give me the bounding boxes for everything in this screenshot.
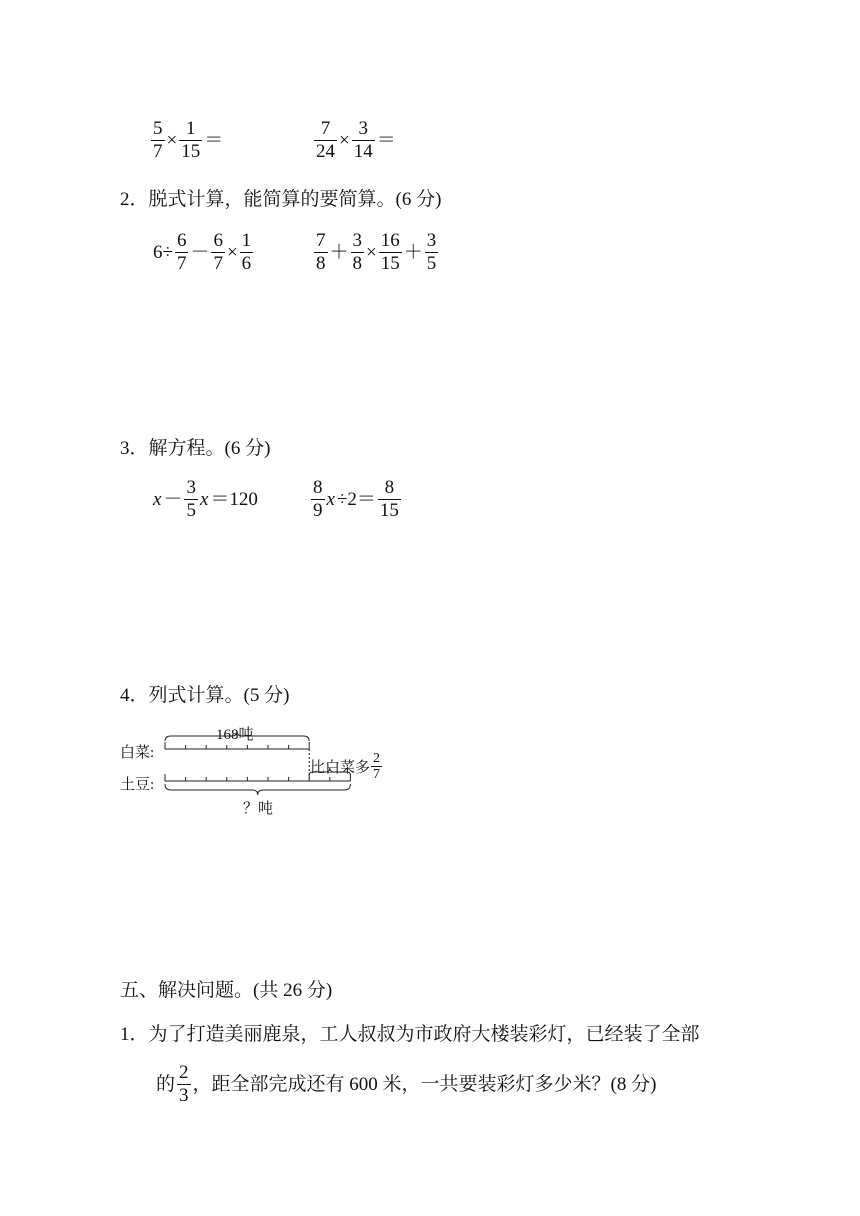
fraction: $\frac{1}{6}$ [241,230,252,274]
question-2-title: 2．脱式计算，能简算的要简算。(6 分) [120,189,442,210]
fraction: $\frac{6}{7}$ [176,230,187,274]
question-3-equation-1: x － $\frac{3}{5}$ x ＝120 [153,477,258,521]
question-3-equation-2: $\frac{8}{9}$ x ÷2＝ $\frac{8}{15}$ [313,477,399,521]
question-3-title: 3．解方程。(6 分) [120,438,271,459]
fraction: $\frac{6}{7}$ [213,230,223,274]
question-2-expression-1: 6÷ $\frac{6}{7}$ － $\frac{6}{7}$ × $\frac{1}{6}$ [153,230,252,274]
fraction: $\frac{3}{14}$ [353,118,373,162]
cabbage-label: 白菜: [120,745,155,761]
equals-sign: ＝ [376,130,396,151]
top-brace-label: 168吨 [216,727,254,743]
times-sign: × [166,130,178,151]
bottom-brace [165,784,350,795]
fraction: $\frac{3}{5}$ [426,230,437,274]
fraction: $\frac{8}{9}$ [313,477,323,521]
top-brace [165,731,309,741]
section-5-title: 五、解决问题。(共 26 分) [120,980,333,1001]
question-4-title: 4．列式计算。(5 分) [120,685,290,706]
fraction: $\frac{5}{7}$ [153,118,163,162]
extra-brace [309,768,350,775]
fraction: $\frac{2}{7}$ [373,751,381,782]
section-5-question-1-line-1: 1．为了打造美丽鹿泉，工人叔叔为市政府大楼装彩灯，已经装了全部 [120,1024,700,1045]
fraction: $\frac{2}{3}$ [179,1062,189,1106]
potato-label: 土豆: [120,777,155,793]
question-2-expression-2: $\frac{7}{8}$ ＋ $\frac{3}{8}$ × $\frac{16}{15}$ ＋ $\frac{3}{5}$ [316,230,437,274]
bottom-brace-label: ？吨 [243,801,274,817]
fraction: $\frac{8}{15}$ [379,477,399,521]
times-sign: × [339,130,350,151]
fraction: $\frac{7}{24}$ [316,118,335,162]
section-5-question-1-line-2: 的 $\frac{2}{3}$ ，距全部完成还有 600 米，一共要装彩灯多少米？(8 分) [156,1062,657,1106]
fraction: $\frac{3}{5}$ [186,477,196,521]
side-label: 比白菜多 $\frac{2}{7}$ [310,751,381,782]
equals-sign: ＝ [204,130,224,151]
fraction: $\frac{7}{8}$ [316,230,326,274]
fraction: $\frac{3}{8}$ [352,230,363,274]
fraction: $\frac{1}{15}$ [181,118,201,162]
fraction: $\frac{16}{15}$ [380,230,400,274]
